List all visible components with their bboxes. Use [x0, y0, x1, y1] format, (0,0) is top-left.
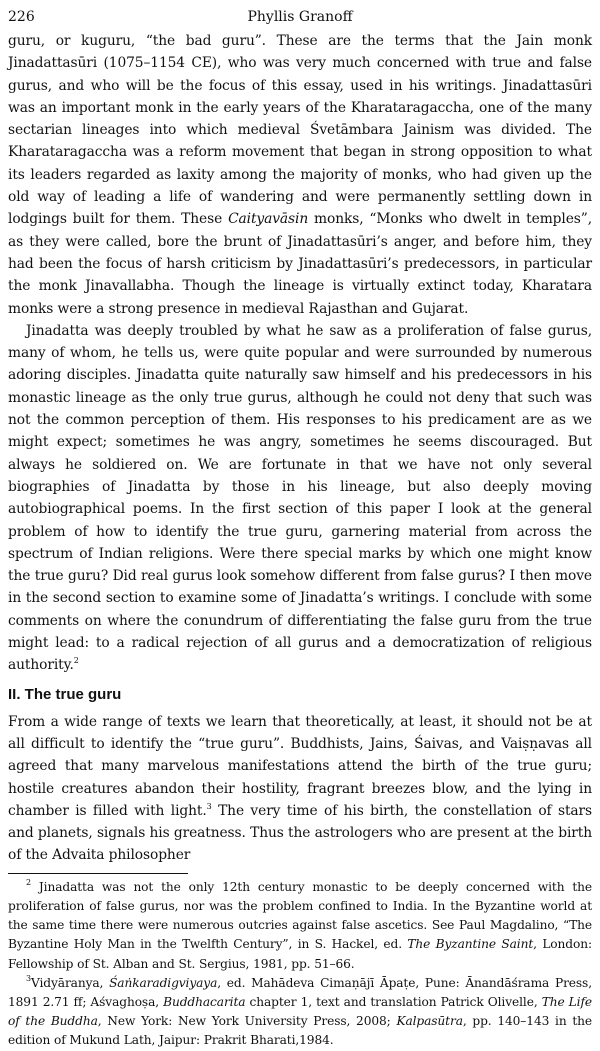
footnotes	[8, 878, 592, 1051]
italic-term: Caityavāsin	[228, 211, 309, 228]
paragraph-2: Jinadatta was deeply troubled by what he saw as a proliferation of false gurus, many of whom, he tells us, were quite popular and were surrounded by numerous adoring disciples. Jinadatta quite naturally saw himself and his predecessors in his monastic lineage as the only true gurus, although he could not deny that such was not the common perception of them. His responses to his predicament are as we might expect; sometimes he was angry, sometimes he seems discouraged. But always he soldiered on. We are fortunate in that we have not only several biographies of Jinadatta by those in his lineage, but also deeply moving autobiographical poems. In the first section of this paper I look at the general problem of how to identify the true guru, garnering material from across the spectrum of Indian religions. Were there special marks by which one might know the true guru? Did real gurus look somehow different from false gurus? I then move in the second section to examine some of Jinadatta’s writings. I conclude with some comments on where the conundrum of differentiating the false guru from the true might lead: to a radical rejection of all gurus and a democratization of religious authority.$^2$	[8, 322, 592, 674]
footnote-number: 3	[26, 973, 31, 983]
paragraph-3: From a wide range of texts we learn that theoretically, at least, it should not be at all difficult to identify the “true guru”. Buddhists, Jains, Śaivas, and Vaiṣṇavas all agreed that many marvelous manifestations attend the birth of the true guru; hostile creatures abandon their hostility, fragrant breezes blow, and the lying in chamber is filled with light.$^3$ The very time of his birth, the constellation of stars and planets, signals his greatness. Thus the astrologers who are present at the birth of the Advaita philosopher	[8, 713, 592, 864]
footnote-divider	[8, 873, 188, 874]
paragraph-1: guru, or kuguru, “the bad guru”. These are the terms that the Jain monk Jinadattasūri (1075–1154 CE), who was very much concerned with true and false gurus, and who will be the focus of this essay, used in his writings. Jinadattasūri was an important monk in the early years of the Kharataragaccha, one of the many sectarian lineages into which medieval Śvetāmbara Jainism was divided. The Kharataragaccha was a reform movement that began in strong opposition to what its leaders regarded as laxity among the majority of monks, who had given up the old way of leading a life of wandering and were permanently settling down in lodgings built for them. These Caityavāsin monks, “Monks who dwelt in temples”, as they were called, bore the brunt of Jinadattasūri’s anger, and before him, they had been the focus of harsh criticism by Jinadattasūri’s predecessors, in particular the monk Jinavallabha. Though the lineage is virtually extinct today, Kharatara monks were a strong presence in medieval Rajasthan and Gujarat.	[8, 33, 593, 317]
page-header	[8, 4, 592, 30]
footnote-ref-2[interactable]: 2	[73, 656, 79, 666]
footnote-ref-3[interactable]: 3	[206, 801, 212, 811]
running-head: Phyllis Granoff	[247, 9, 353, 25]
body-text	[8, 30, 592, 867]
footnote-2: $^2$ Jinadatta was not the only 12th century monastic to be deeply concerned with the proliferation of false gurus, nor was the problem confined to India. In the Byzantine world at the same time there were numerous outcries against false ascetics. See Paul Magdalino, “The Byzantine Holy Man in the Twelfth Century”, in S. Hackel, ed. The Byzantine Saint, London: Fellowship of St. Alban and St. Sergius, 1981, pp. 51–66.	[8, 877, 592, 971]
page-number: 226	[8, 9, 35, 25]
footnote-number: 2	[26, 877, 31, 887]
footnote-3: $^3$Vidyāranya, Śaṅkaradigviyaya, ed. Mahādeva Cimaṇājī Āpaṭe, Pune: Ānandāśrama Press, 1891 2.71 ff; Aśvaghoṣa, Buddhacarita chapter 1, text and translation Patrick Olivelle, The Life of the Buddha, New York: New York University Press, 2008; Kalpasūtra, pp. 140–143 in the edition of Mukund Lath, Jaipur: Prakrit Bharati,1984.	[8, 973, 592, 1048]
section-heading: II. The true guru	[8, 685, 122, 703]
